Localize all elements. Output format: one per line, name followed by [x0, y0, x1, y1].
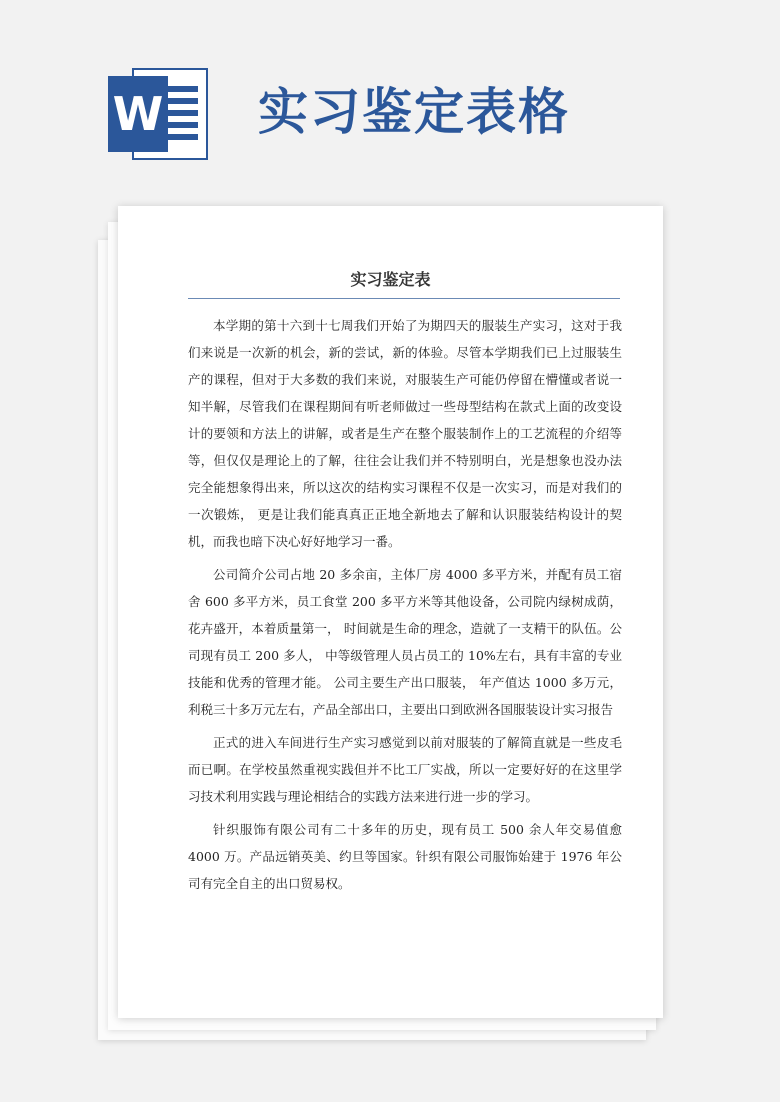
paragraph: 本学期的第十六到十七周我们开始了为期四天的服装生产实习，这对于我们来说是一次新的机会，新的尝试，新的体验。尽管本学期我们已上过服装生产的课程，但对于大多数的我们来说，对服装生产可能仍停留在懵懂或者说一知半解，尽管我们在课程期间有听老师做过一些母型结构在款式上面的改变设计的要领和方法上的讲解，或者是生产在整个服装制作上的工艺流程的介绍等等，但仅仅是理论上的了解，往往会让我们并不特别明白，光是想象也没办法完全能想象得出来，所以这次的结构实习课程不仅是一次实习，而是对我们的一次锻炼， 更是让我们能真真正正地全新地去了解和认识服装结构设计的契机，而我也暗下决心好好地学习一番。: [188, 318, 622, 549]
paragraph: 公司简介公司占地 20 多余亩，主体厂房 4000 多平方米，并配有员工宿舍 600 多平方米，员工食堂 200 多平方米等其他设备，公司院内绿树成荫，花卉盛开，本着质量第一， 时间就是生命的理念，造就了一支精干的队伍。公司现有员工 200 多人， 中等级管理人员占员工的 10%左右，具有丰富的专业技能和优秀的管理才能。 公司主要生产出口服装， 年产值达 1000 多万元，利税三十多万元左右，产品全部出口，主要出口到欧洲各国服装设计实习报告: [188, 567, 622, 717]
title-divider: [188, 298, 620, 299]
document-body: [188, 312, 622, 903]
word-icon: [108, 68, 208, 160]
word-icon-letter: W: [108, 76, 168, 152]
page-title: 实习鉴定表格: [258, 83, 570, 141]
paragraph: 针织服饰有限公司有二十多年的历史，现有员工 500 余人年交易值愈 4000 万。产品远销英美、约旦等国家。针织有限公司服饰始建于 1976 年公司有完全自主的出口贸易权。: [188, 822, 622, 891]
document-title: 实习鉴定表: [350, 270, 431, 289]
paragraph: 正式的进入车间进行生产实习感觉到以前对服装的了解简直就是一些皮毛而已啊。在学校虽然重视实践但并不比工厂实战，所以一定要好好的在这里学习技术利用实践与理论相结合的实践方法来进行进一步的学习。: [188, 735, 622, 804]
page-header: [0, 0, 780, 200]
document-page: [118, 206, 663, 1018]
